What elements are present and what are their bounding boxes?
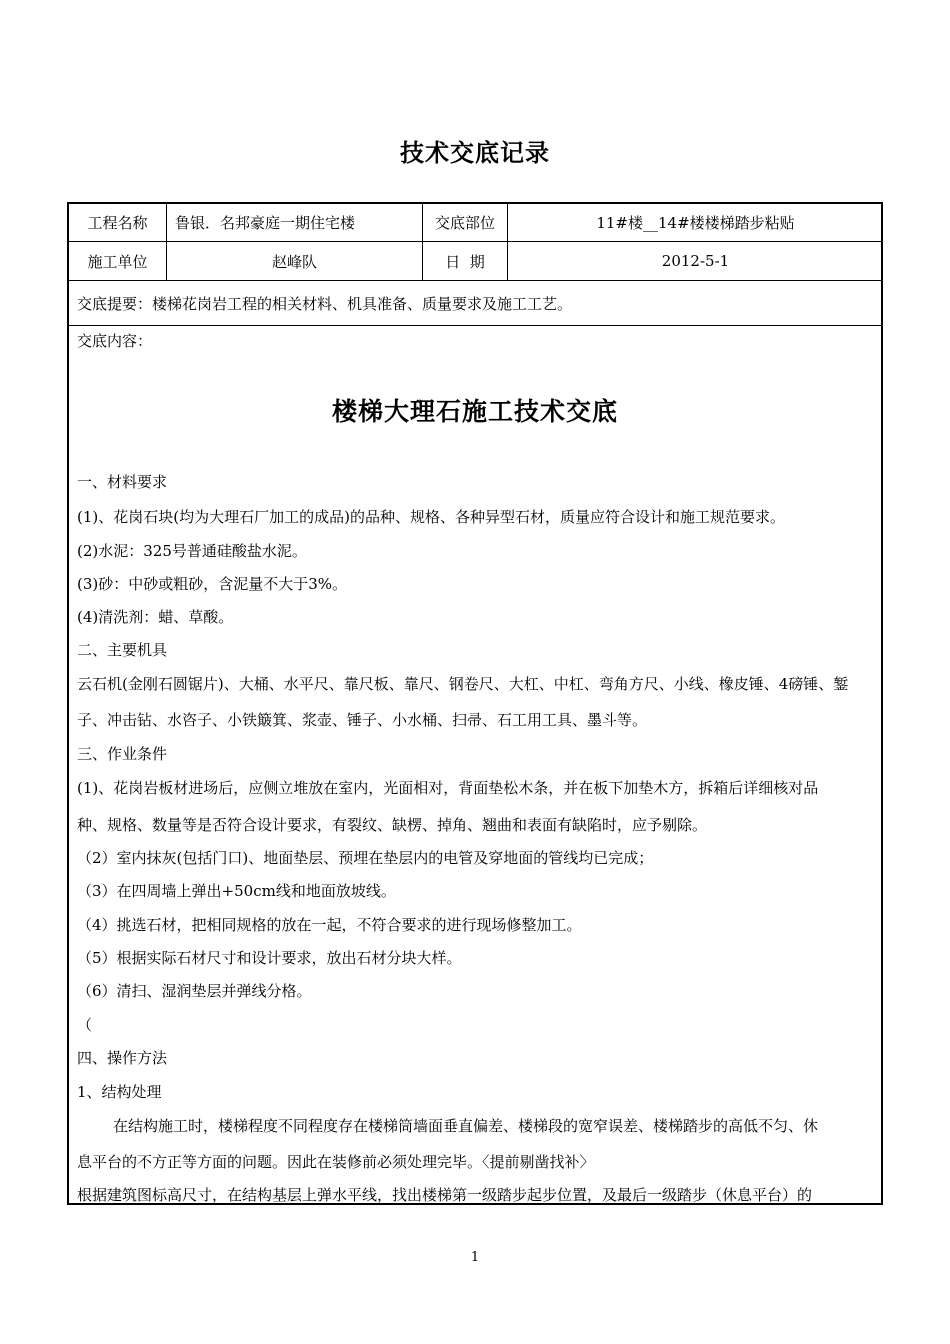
body-line: （	[77, 1016, 93, 1034]
body-line: 根据建筑图标高尺寸，在结构基层上弹水平线，找出楼梯第一级踏步起步位置，及最后一级踏步（休息平台）的	[77, 1186, 813, 1204]
section-heading: 二、主要机具	[77, 641, 168, 659]
summary-text: 交底提要：楼梯花岗岩工程的相关材料、机具准备、质量要求及施工工艺。	[77, 294, 573, 313]
date-label: 日 期	[445, 252, 485, 271]
date-value: 2012-5-1	[661, 252, 730, 270]
subsection-heading: 1、结构处理	[77, 1083, 162, 1101]
project-name-label: 工程名称	[87, 214, 148, 232]
unit-value: 赵峰队	[271, 252, 317, 271]
body-line: (4)清洗剂：蜡、草酸。	[77, 608, 234, 626]
body-line: (3)砂：中砂或粗砂，含泥量不大于3%。	[77, 575, 348, 593]
body-line: 云石机(金刚石圆锯片)、大桶、水平尺、靠尺板、靠尺、钢卷尺、大杠、中杠、弯角方尺、小线、橡皮锤、4磅锤、錾	[77, 675, 849, 693]
body-line: （5）根据实际石材尺寸和设计要求，放出石材分块大样。	[77, 949, 462, 967]
content-label: 交底内容：	[77, 332, 153, 350]
unit-label: 施工单位	[87, 252, 148, 271]
body-line: （4）挑选石材，把相同规格的放在一起，不符合要求的进行现场修整加工。	[77, 916, 582, 934]
project-name-value: 鲁银．名邦豪庭一期住宅楼	[175, 214, 356, 232]
location-value: 11#楼__14#楼楼梯踏步粘贴	[596, 214, 795, 232]
body-line: （2）室内抹灰(包括门口)、地面垫层、预埋在垫层内的电管及穿地面的管线均已完成；	[77, 849, 654, 867]
body-line: （6）清扫、湿润垫层并弹线分格。	[77, 982, 312, 1000]
body-line: （3）在四周墙上弹出+50cm线和地面放坡线。	[77, 882, 396, 900]
table-row-summary	[69, 281, 881, 326]
document-title: 技术交底记录	[400, 139, 550, 167]
page-number: 1	[470, 1250, 480, 1265]
table-row-project	[69, 204, 881, 242]
table-row-unit	[69, 242, 881, 281]
section-heading: 三、作业条件	[77, 745, 168, 763]
body-line: 子、冲击钻、水咨子、小铁簸箕、浆壶、锤子、小水桶、扫帚、石工用工具、墨斗等。	[77, 711, 648, 729]
record-table	[67, 202, 883, 1205]
body-line: (1)、花岗石块(均为大理石厂加工的成品)的品种、规格、各种异型石材，质量应符合设计和施工规范要求。	[77, 508, 785, 526]
body-line: 息平台的不方正等方面的问题。因此在装修前必须处理完毕。〈提前剔凿找补〉	[77, 1153, 595, 1171]
body-line: (1)、花岗岩板材进场后，应侧立堆放在室内，光面相对，背面垫松木条，并在板下加垫木方，拆箱后详细核对品	[77, 779, 819, 797]
body-line: (2)水泥：325号普通硅酸盐水泥。	[77, 542, 307, 560]
content-title: 楼梯大理石施工技术交底	[331, 397, 618, 426]
section-heading: 四、操作方法	[77, 1049, 168, 1067]
location-label: 交底部位	[434, 214, 495, 232]
body-line: 种、规格、数量等是否符合设计要求，有裂纹、缺楞、掉角、翘曲和表面有缺陷时，应予剔除。	[77, 816, 708, 834]
section-heading: 一、材料要求	[77, 473, 168, 491]
body-line: 在结构施工时，楼梯程度不同程度存在楼梯筒墙面垂直偏差、楼梯段的宽窄误差、楼梯踏步的高低不匀、休	[113, 1117, 819, 1135]
